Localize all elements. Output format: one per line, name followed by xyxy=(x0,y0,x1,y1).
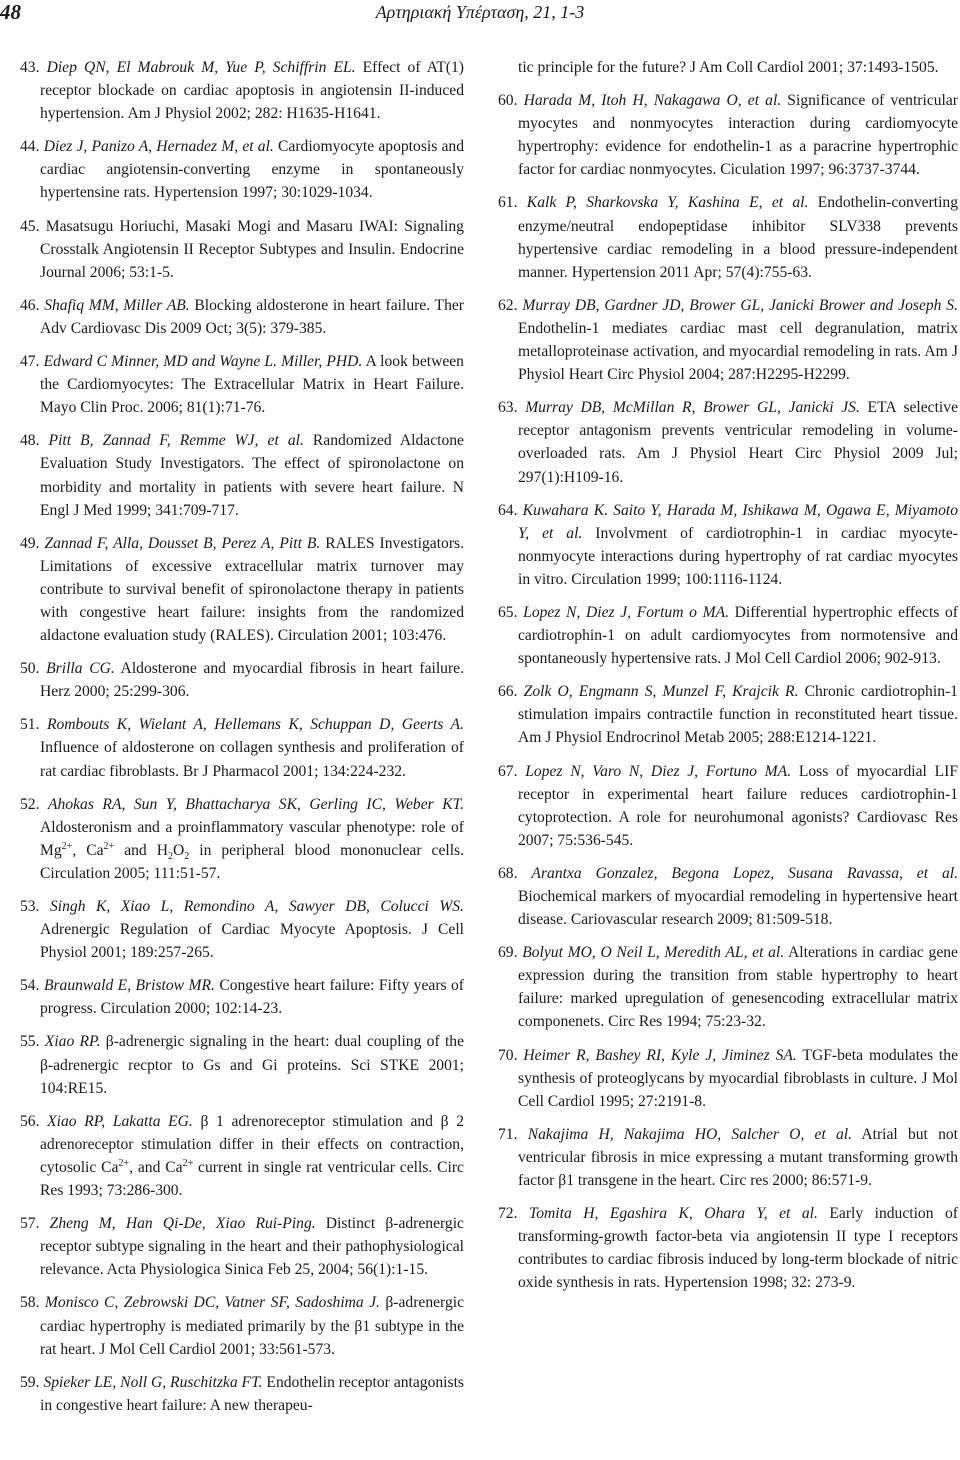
journal-title: Αρτηριακή Υπέρταση, 21, 1-3 xyxy=(375,2,585,22)
reference-authors: Ahokas RA, Sun Y, Bhattacharya SK, Gerling IC, Weber KT. xyxy=(48,795,465,813)
reference-52 xyxy=(20,793,464,885)
reference-68 xyxy=(498,862,958,931)
reference-66 xyxy=(498,680,958,749)
reference-authors: Lopez N, Diez J, Fortum o MA. xyxy=(523,603,730,621)
reference-authors: Diep QN, El Mabrouk M, Yue P, Schiffrin EL. xyxy=(46,59,356,76)
reference-text: Chronic cardiotrophin-1 stimulation impairs contractile function in reconstituted heart tissue. Am J Physiol Endrocrinol Metab 2005; 288:E1214-1221. xyxy=(518,683,958,747)
reference-authors: Zheng M, Han Qi-De, Xiao Rui-Ping. xyxy=(49,1215,316,1233)
reference-53 xyxy=(20,895,464,964)
reference-text: Endothelin-converting enzyme/neutral endopeptidase inhibitor SLV338 prevents hypertensive cardiac remodeling in a blood pressure-independent manner. Hypertension 2011 Apr; 57(4):755-63. xyxy=(518,194,958,281)
reference-text: Randomized Aldactone Evaluation Study Investigators. The effect of spironolactone on morbidity and mortality in patients with severe heart failure. N Engl J Med 1999; 341:709-717. xyxy=(40,432,464,519)
reference-number: 61. xyxy=(498,194,518,212)
reference-text: Biochemical markers of myocardial remodeling in hypertensive heart disease. Cariovascular research 2009; 81:509-518. xyxy=(518,888,958,929)
reference-number: 52. xyxy=(20,795,40,813)
reference-text: Adrenergic Regulation of Cardiac Myocyte Apoptosis. J Cell Physiol 2001; 189:257-265. xyxy=(40,921,464,962)
reference-number: 58. xyxy=(20,1294,40,1312)
reference-text: in peripheral blood mononuclear cells. Circulation 2005; 111:51-57. xyxy=(40,841,465,882)
reference-text: Cardiomyocyte apoptosis and cardiac angiotensin-converting enzyme in spontaneously hypertensine rats. Hypertension 1997; 30:1029-1034. xyxy=(40,138,465,202)
reference-number: 71. xyxy=(498,1125,518,1143)
reference-text: current in single rat ventricular cells. Circ Res 1993; 73:286-300. xyxy=(40,1158,464,1200)
reference-63 xyxy=(498,396,958,488)
reference-text: Atrial but not ventricular fibrosis in mice expressing a mutant transforming growth factor β1 transgene in the heart. Circ res 2000; 86:571-9. xyxy=(518,1125,958,1190)
reference-authors: Xiao RP, Lakatta EG. xyxy=(47,1112,193,1130)
reference-44 xyxy=(20,135,464,204)
reference-69 xyxy=(498,941,958,1033)
reference-text: Influence of aldosterone on collagen synthesis and proliferation of rat cardiac fibroblasts. Br J Pharmacol 2001; 134:224-232. xyxy=(40,739,464,780)
reference-authors: Brilla CG. xyxy=(46,660,115,678)
reference-59-continued: tic principle for the future? J Am Coll Cardiol 2001; 37:1493-1505. xyxy=(518,59,939,76)
reference-number: 43. xyxy=(20,59,40,76)
reference-number: 47. xyxy=(20,353,40,371)
reference-number: 59. xyxy=(20,1373,40,1391)
reference-45 xyxy=(20,215,464,284)
reference-number: 64. xyxy=(498,501,518,519)
reference-number: 48. xyxy=(20,432,40,450)
reference-text: A look between the Cardiomyocytes: The Extracellular Matrix in Heart Failure. Mayo Clin Proc. 2006; 81(1):71-76. xyxy=(40,353,464,417)
reference-authors: Heimer R, Bashey RI, Kyle J, Jiminez SA. xyxy=(523,1046,797,1064)
superscript: 2+ xyxy=(118,1157,130,1169)
page-number: 48 xyxy=(0,0,21,24)
reference-authors: Arantxa Gonzalez, Begona Lopez, Susana Ravassa, et al. xyxy=(531,864,958,882)
reference-text: Endothelin-1 mediates cardiac mast cell degranulation, matrix metalloproteinase activation, and myocardial remodeling in rats. Am J Physiol Heart Circ Physiol 2004; 287:H2295-H2299. xyxy=(518,319,958,384)
reference-authors: Singh K, Xiao L, Remondino A, Sawyer DB, Colucci WS. xyxy=(49,898,465,915)
reference-authors: Harada M, Itoh H, Nakagawa O, et al. xyxy=(523,92,782,110)
reference-56 xyxy=(20,1110,464,1202)
reference-text: O xyxy=(172,841,185,859)
reference-authors: Kuwahara K. Saito Y, Harada M, Ishikawa M, Ogawa E, Miyamoto Y, et al. xyxy=(518,501,958,542)
reference-text: Early induction of transforming-growth factor-beta via angiotensin II type I receptors contributes to cardiac fibrosis induced by long-term blockade of nitric oxide synthesis in rats. Hypertension 1998; 32: 273-9. xyxy=(518,1205,958,1292)
reference-number: 62. xyxy=(498,296,518,314)
reference-authors: Edward C Minner, MD and Wayne L. Miller, PHD. xyxy=(43,353,363,371)
reference-54 xyxy=(20,974,464,1020)
superscript: 2+ xyxy=(103,840,115,852)
reference-number: 65. xyxy=(498,603,518,621)
reference-number: 57. xyxy=(20,1215,40,1233)
reference-number: 56. xyxy=(20,1112,40,1130)
reference-number: 70. xyxy=(498,1046,518,1064)
reference-text: Alterations in cardiac gene expression during the transition from stable hypertrophy to heart failure: marked upregulation of genesencoding extracellular matrix componenets. Circ Res 1994; 75:23-32. xyxy=(518,944,958,1031)
reference-48 xyxy=(20,429,464,521)
reference-number: 63. xyxy=(498,399,518,417)
reference-number: 69. xyxy=(498,944,518,962)
reference-number: 60. xyxy=(498,92,518,110)
reference-text: , and Ca xyxy=(129,1158,183,1176)
reference-authors: Murray DB, Gardner JD, Brower GL, Janicki Brower and Joseph S. xyxy=(522,296,959,314)
reference-text: Aldosteronism and a proinflammatory vascular phenotype: role of Mg xyxy=(40,818,464,859)
reference-authors: Nakajima H, Nakajima HO, Salcher O, et al. xyxy=(527,1125,853,1143)
reference-number: 46. xyxy=(20,296,40,314)
reference-authors: Xiao RP. xyxy=(44,1033,101,1051)
reference-authors: Spieker LE, Noll G, Ruschitzka FT. xyxy=(43,1373,263,1391)
reference-number: 49. xyxy=(20,534,40,552)
reference-authors: Bolyut MO, O Neil L, Meredith AL, et al. xyxy=(522,944,785,962)
reference-text: Aldosterone and myocardial fibrosis in heart failure. Herz 2000; 25:299-306. xyxy=(40,660,464,701)
reference-number: 45. xyxy=(20,217,40,235)
reference-58 xyxy=(20,1291,464,1360)
superscript: 2+ xyxy=(61,840,73,852)
reference-text: Involvment of cardiotrophin-1 in cardiac myocyte-nonmyocyte interactions during hypertrophy of rat cardiac myocytes in vitro. Circulation 1999; 100:1116-1124. xyxy=(518,524,959,588)
subscript: 2 xyxy=(167,850,173,862)
reference-67 xyxy=(498,760,958,852)
reference-64 xyxy=(498,499,958,591)
reference-50 xyxy=(20,657,464,703)
reference-authors: Shafiq MM, Miller AB. xyxy=(44,296,190,314)
reference-number: 53. xyxy=(20,898,40,915)
reference-authors: Pitt B, Zannad F, Remme WJ, et al. xyxy=(48,432,304,450)
reference-47 xyxy=(20,350,464,419)
reference-text: Significance of ventricular myocytes and nonmyocytes interaction during cardiomyocyte hypertrophy: evidence for endothelin-1 as a paracrine hypertrophic factor for cardiac nonmyocytes. Ciculation 1997; 96:3737-3744. xyxy=(518,92,958,179)
reference-71 xyxy=(498,1123,958,1192)
reference-authors: Lopez N, Varo N, Diez J, Fortuno MA. xyxy=(525,762,792,780)
reference-49 xyxy=(20,532,464,647)
reference-number: 55. xyxy=(20,1033,40,1051)
reference-authors: Tomita H, Egashira K, Ohara Y, et al. xyxy=(528,1205,818,1223)
reference-text: Blocking aldosterone in heart failure. Ther Adv Cardiovasc Dis 2009 Oct; 3(5): 379-385. xyxy=(40,296,464,337)
reference-text: Masatsugu Horiuchi, Masaki Mogi and Masaru IWAI: Signaling Crosstalk Angiotensin II Receptor Subtypes and Insulin. Endocrine Journal 2006; 53:1-5. xyxy=(40,217,464,281)
reference-62 xyxy=(498,294,958,386)
reference-text: β-adrenergic signaling in the heart: dual coupling of the β-adrenergic recptor to Gs and Gi proteins. Sci STKE 2001; 104:RE15. xyxy=(40,1033,464,1097)
reference-61 xyxy=(498,191,958,283)
reference-authors: Braunwald E, Bristow MR. xyxy=(43,977,215,995)
reference-text: Endothelin receptor antagonists in congestive heart failure: A new therapeu- xyxy=(40,1373,464,1414)
reference-72 xyxy=(498,1202,958,1294)
reference-70 xyxy=(498,1044,958,1113)
reference-number: 54. xyxy=(20,977,40,995)
reference-authors: Zolk O, Engmann S, Munzel F, Krajcik R. xyxy=(523,683,799,701)
reference-55 xyxy=(20,1030,464,1099)
reference-65 xyxy=(498,601,958,670)
reference-authors: Murray DB, McMillan R, Brower GL, Janicki JS. xyxy=(525,399,860,417)
reference-text: ETA selective receptor antagonism prevents ventricular remodeling in volume-overloaded rats. Am J Physiol Heart Circ Physiol 2009 Jul; 297(1):H109-16. xyxy=(518,399,958,486)
reference-60 xyxy=(498,89,958,181)
reference-text: β 1 adrenoreceptor stimulation and β 2 adrenoreceptor stimulation differ in their effects on contraction, cytosolic Ca xyxy=(40,1112,464,1176)
reference-text: β-adrenergic cardiac hypertrophy is mediated primarily by the β1 subtype in the rat heart. J Mol Cell Cardiol 2001; 33:561-573. xyxy=(40,1294,465,1358)
reference-authors: Kalk P, Sharkovska Y, Kashina E, et al. xyxy=(526,194,809,212)
reference-number: 66. xyxy=(498,683,518,701)
reference-text: Effect of AT(1) receptor blockade on cardiac apoptosis in angiotensin II-induced hypertension. Am J Physiol 2002; 282: H1635-H1641. xyxy=(40,59,464,123)
reference-text: Differential hypertrophic effects of cardiotrophin-1 on adult cardiomyocytes from normotensive and spontaneously hypertensive rats. J Mol Cell Cardiol 2006; 902-913. xyxy=(518,603,958,668)
reference-text: Loss of myocardial LIF receptor in experimental heart failure reduces cardiotrophin-1 cytoprotection. A role for neurohumonal agonists? Cardiovasc Res 2007; 75:536-545. xyxy=(518,762,959,849)
reference-51 xyxy=(20,713,464,782)
page-header xyxy=(0,0,960,34)
reference-number: 72. xyxy=(498,1205,518,1223)
reference-57 xyxy=(20,1212,464,1281)
reference-43 xyxy=(20,56,464,125)
reference-number: 68. xyxy=(498,864,518,882)
right-column xyxy=(498,56,958,1305)
reference-46 xyxy=(20,294,464,340)
superscript: 2+ xyxy=(182,1157,194,1169)
reference-number: 67. xyxy=(498,762,518,780)
reference-number: 51. xyxy=(20,716,40,734)
reference-text: RALES Investigators. Limitations of excessive extracellular matrix turnover may contribute to survival benefit of spironolactone therapy in patients with congestive heart failure: insights from the randomized aldactone evaluation study (RALES). Circulation 2001; 103:476. xyxy=(40,534,464,645)
left-column xyxy=(20,56,464,1427)
reference-authors: Monisco C, Zebrowski DC, Vatner SF, Sadoshima J. xyxy=(44,1294,380,1312)
reference-59 xyxy=(20,1371,464,1417)
reference-text: TGF-beta modulates the synthesis of proteoglycans by myocardial fibroblasts in culture. J Mol Cell Cardiol 1995; 27:2191-8. xyxy=(518,1046,958,1110)
reference-text: Congestive heart failure: Fifty years of progress. Circulation 2000; 102:14-23. xyxy=(40,977,465,1018)
reference-authors: Rombouts K, Wielant A, Hellemans K, Schuppan D, Geerts A. xyxy=(46,716,464,734)
reference-text: and H xyxy=(114,841,168,859)
reference-number: 50. xyxy=(20,660,40,678)
reference-number: 44. xyxy=(20,138,40,156)
reference-text: Distinct β-adrenergic receptor subtype signaling in the heart and their pathophysiological relevance. Acta Physiologica Sinica Feb 25, 2004; 56(1):1-15. xyxy=(40,1215,464,1279)
subscript: 2 xyxy=(184,850,190,862)
reference-authors: Diez J, Panizo A, Hernadez M, et al. xyxy=(43,138,274,156)
reference-authors: Zannad F, Alla, Dousset B, Perez A, Pitt B. xyxy=(44,534,321,552)
reference-text: , Ca xyxy=(72,841,104,859)
